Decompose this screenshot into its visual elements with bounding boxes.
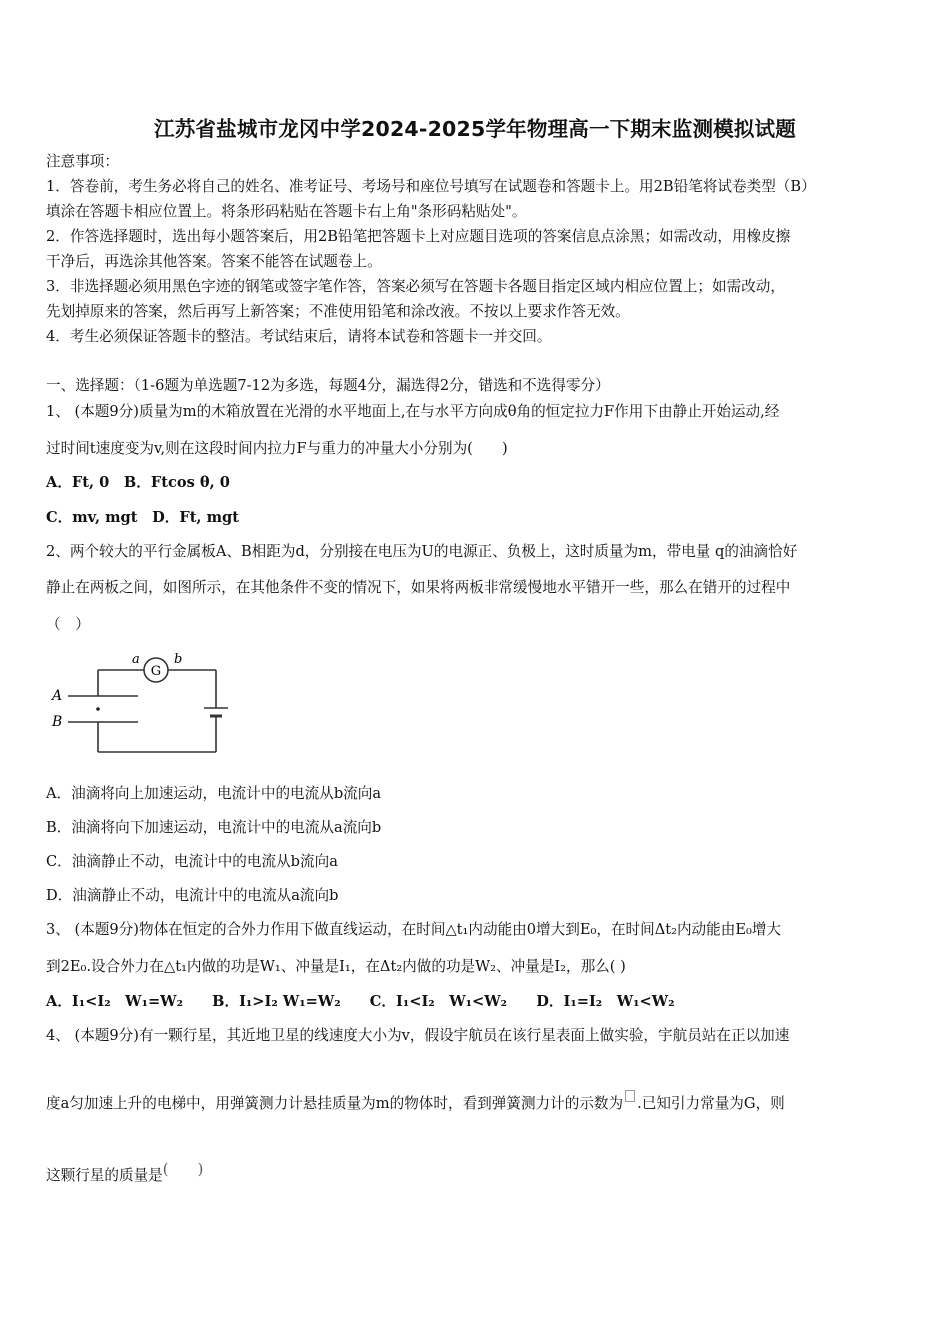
galvanometer-label: G [150, 664, 162, 679]
q4-stem-line3 [46, 1160, 906, 1186]
q1-options-ab: A．Ft, 0 B．Ftcos θ, 0 [46, 474, 230, 491]
page-title: 江苏省盐城市龙冈中学2024-2025学年物理高一下期末监测模拟试题 [154, 117, 796, 141]
q4-answer-paren: ( ) [162, 1161, 204, 1178]
terminal-b-label: b [174, 652, 183, 667]
formula-placeholder-icon [625, 1090, 635, 1102]
q1-stem-line2: 过时间t速度变为v,则在这段时间内拉力F与重力的冲量大小分别为( ) [46, 440, 508, 457]
terminal-a-label: a [132, 652, 140, 667]
q4-stem-line2 [46, 1090, 906, 1114]
plate-a-label: A [52, 688, 63, 704]
q2-option-d: D．油滴静止不动，电流计中的电流从a流向b [46, 887, 339, 904]
notice-line: 先划掉原来的答案，然后再写上新答案；不准使用铅笔和涂改液。不按以上要求作答无效。 [46, 303, 630, 320]
capacitor-circuit-diagram [46, 650, 246, 760]
q3-options: A．I₁<I₂ W₁=W₂ B．I₁>I₂ W₁=W₂ C．I₁<I₂ W₁<W₂ D．I₁=I₂ W₁<W₂ [46, 993, 675, 1010]
notice-line: 2．作答选择题时，选出每小题答案后，用2B铅笔把答题卡上对应题目选项的答案信息点涂黑；如需改动，用橡皮擦 [46, 228, 791, 245]
notice-heading: 注意事项： [46, 153, 119, 170]
section-heading: 一、选择题：（1-6题为单选题7-12为多选，每题4分，漏选得2分，错选和不选得零分） [46, 377, 610, 394]
notice-line: 1．答卷前，考生务必将自己的姓名、准考证号、考场号和座位号填写在试题卷和答题卡上。用2B铅笔将试卷类型（B） [46, 178, 816, 195]
q1-stem-line1: 1、 (本题9分)质量为m的木箱放置在光滑的水平地面上,在与水平方向成θ角的恒定拉力F作用下由静止开始运动,经 [46, 403, 780, 420]
plate-b-label: B [52, 714, 63, 730]
q2-option-b: B．油滴将向下加速运动，电流计中的电流从a流向b [46, 819, 382, 836]
q3-stem-line1: 3、 (本题9分)物体在恒定的合外力作用下做直线运动，在时间△t₁内动能由0增大到E₀，在时间Δt₂内动能由E₀增大 [46, 921, 782, 938]
q4-stem-line2-tail: .已知引力常量为G，则 [637, 1094, 785, 1112]
q2-stem-line2: 静止在两板之间，如图所示，在其他条件不变的情况下，如果将两板非常缓慢地水平错开一些，那么在错开的过程中 [46, 579, 791, 596]
q2-option-a: A．油滴将向上加速运动，电流计中的电流从b流向a [46, 785, 382, 802]
oil-drop [96, 707, 100, 711]
q2-stem-line1: 2、两个较大的平行金属板A、B相距为d，分别接在电压为U的电源正、负极上，这时质量为m，带电量 q的油滴恰好 [46, 543, 798, 560]
notice-line: 填涂在答题卡相应位置上。将条形码粘贴在答题卡右上角"条形码粘贴处"。 [46, 203, 527, 220]
q4-stem-line1: 4、 (本题9分)有一颗行星，其近地卫星的线速度大小为v，假设宇航员在该行星表面上做实验，宇航员站在正以加速 [46, 1027, 790, 1044]
notice-line: 干净后，再选涂其他答案。答案不能答在试题卷上。 [46, 253, 382, 270]
q1-options-cd: C．mv, mgt D．Ft, mgt [46, 509, 239, 526]
q2-stem-line3: （ ） [46, 616, 90, 633]
q3-stem-line2: 到2E₀.设合外力在△t₁内做的功是W₁、冲量是I₁，在Δt₂内做的功是W₂、冲量是I₂，那么( ) [46, 958, 626, 975]
notice-line: 3．非选择题必须用黑色字迹的钢笔或签字笔作答，答案必须写在答题卡各题目指定区域内相应位置上；如需改动， [46, 278, 785, 295]
q2-option-c: C．油滴静止不动，电流计中的电流从b流向a [46, 853, 338, 870]
q4-question-text: 这颗行星的质量是 [46, 1166, 163, 1184]
q4-stem-line2-text: 度a匀加速上升的电梯中，用弹簧测力计悬挂质量为m的物体时，看到弹簧测力计的示数为 [46, 1094, 624, 1112]
notice-line: 4．考生必须保证答题卡的整洁。考试结束后，请将本试卷和答题卡一并交回。 [46, 328, 552, 345]
